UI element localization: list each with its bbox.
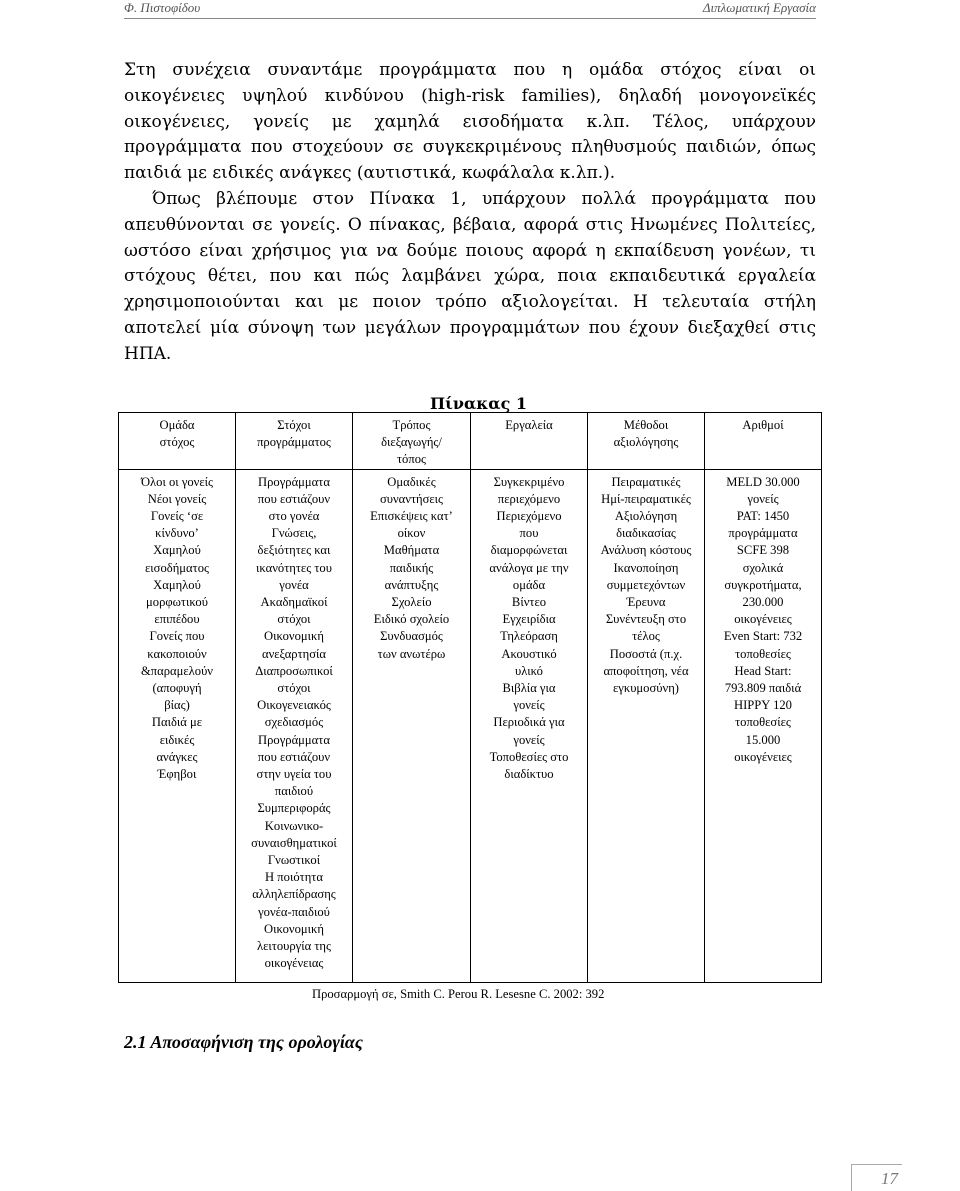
header-line: τόπος [396,452,426,467]
cell-line: τέλος [632,629,660,644]
cell-line: στην υγεία του [256,767,332,782]
cell-line: PAT: 1450 [736,509,790,524]
cell-line: που εστιάζουν [257,491,331,506]
cell-line: ανάγκες [156,749,198,764]
page-number: 17 [881,1169,898,1188]
cell-line: 230.000 [742,595,784,610]
header-line: Εργαλεία [505,418,553,432]
header-line: διεξαγωγής/ [381,435,442,450]
cell-line: Head Start: [734,663,792,678]
cell-line: κίνδυνο’ [155,526,199,541]
cell-line: σχολικά [742,560,784,575]
cell-numbers [705,469,822,982]
header-document-type: Διπλωματική Εργασία [702,0,816,15]
cell-line: κακοποιούν [147,646,207,661]
header-rule [124,18,816,19]
cell-line: ανεξαρτησία [261,646,327,661]
cell-line: ομάδα [512,577,546,592]
cell-line: γονείς [747,491,779,506]
header-program-goals [236,413,353,470]
header-line: στόχος [159,435,195,450]
cell-line: ανάλογα με την [489,560,569,575]
header-tools [471,413,588,470]
cell-line: λειτουργία της [257,939,331,954]
cell-line: Αξιολόγηση [614,509,678,524]
table-title: Πίνακας 1 [430,394,528,413]
cell-line: Τοποθεσίες στο [489,749,569,764]
cell-line: Εγχειρίδια [502,612,556,627]
cell-line: Ημί-πειραματικές [601,491,691,506]
cell-line: μορφωτικού [146,595,208,610]
cell-line: Συνέντευξη στο [605,612,687,627]
cell-line: οίκον [397,526,426,541]
cell-line: Ακαδημαϊκοί [260,595,328,610]
header-author: Φ. Πιστοφίδου [124,0,201,15]
cell-line: συναισθηματικοί [251,835,337,850]
cell-line: στόχοι [277,612,311,627]
cell-line: Μαθήματα [383,543,440,558]
cell-line: διαδίκτυο [504,767,554,782]
cell-line: υλικό [515,663,543,678]
cell-line: MELD 30.000 [726,474,800,489]
cell-line: &παραμελούν [140,663,213,678]
cell-line: βίας) [164,698,190,713]
table-source: Προσαρμογή σε, Smith C. Perou R. Lesesne C. 2002: 392 [312,987,605,1001]
cell-line: Ομαδικές [387,474,436,489]
cell-line: Έφηβοι [157,767,197,782]
cell-line: προγράμματα [728,526,798,541]
cell-line: συμμετεχόντων [606,577,686,592]
cell-line: Ειδικό σχολείο [373,612,450,627]
cell-line: Γονείς που [149,629,205,644]
cell-line: Όλοι οι γονείς [140,474,214,489]
cell-line: γονείς [513,732,545,747]
cell-line: 793.809 παιδιά [724,681,802,696]
table-header-row [119,413,822,470]
paragraph-1 [124,58,816,187]
cell-line: εγκυμοσύνη) [613,681,679,696]
cell-line: που [519,526,539,541]
cell-line: (αποφυγή [152,681,202,696]
cell-line: Χαμηλού [153,577,201,592]
cell-program-goals [236,469,353,982]
cell-line: Προγράμματα [258,732,330,747]
cell-line: εισοδήματος [145,560,209,575]
cell-target-group [119,469,236,982]
header-target-group [119,413,236,470]
header-line: Αριθμοί [742,418,784,432]
cell-line: SCFE 398 [736,543,790,558]
cell-line: δεξιότητες και [257,543,331,558]
cell-line: Συνδυασμός [380,629,443,644]
cell-line: Ακουστικό [501,646,557,661]
cell-line: τοποθεσίες [735,646,791,661]
cell-evaluation-methods [588,469,705,982]
header-line: Τρόπος [392,418,431,432]
cell-line: Κοινωνικο- [264,818,324,833]
section-heading: 2.1 Αποσαφήνιση της ορολογίας [124,1032,363,1052]
cell-line: ανάπτυξης [384,577,439,592]
paragraph-2 [124,187,816,368]
header-line: Ομάδα [159,418,195,432]
cell-line: γονείς [513,698,545,713]
paragraph-2-text: Όπως βλέπουμε στον Πίνακα 1, υπάρχουν πολλά προγράμματα που απευθύνονται σε γονείς. Ο πίνακας, βέβαια, αφορά στις Ηνωμένες Πολιτείες, ωστόσο είναι χρήσιμος για να δούμε ποιους αφορά η εκπαίδευση γονέων, τι στόχους θέτει, που και πώς λαμβάνει χώρα, ποια εκπαιδευτικά εργαλεία χρησιμοποιούνται και με ποιον τρόπο αξιολογείται. Η τελευταία στήλη αποτελεί μία σύνοψη των μεγάλων προγραμμάτων που έχουν διεξαχθεί στις ΗΠΑ. [124,189,816,364]
cell-line: Οικογενειακός [257,698,331,713]
header-delivery-method [353,413,471,470]
cell-line: HIPPY 120 [734,698,792,713]
header-evaluation-methods [588,413,705,470]
cell-line: Η ποιότητα [265,870,323,885]
header-line: Στόχοι [277,418,311,432]
cell-line: Even Start: 732 [723,629,803,644]
cell-line: 15.000 [745,732,781,747]
cell-line: αλληλεπίδρασης [252,887,336,902]
cell-line: οικογένειας [264,956,324,971]
cell-line: διαμορφώνεται [490,543,568,558]
cell-line: επιπέδου [154,612,200,627]
cell-tools [471,469,588,982]
cell-line: Συγκεκριμένο [493,474,565,489]
cell-line: Τηλεόραση [500,629,558,644]
cell-line: σχεδιασμός [264,715,324,730]
cell-line: Γονείς ‘σε [150,509,204,524]
cell-line: Περιοδικά για [493,715,565,730]
cell-line: Ανάλυση κόστους [600,543,692,558]
cell-line: περιεχόμενο [497,491,561,506]
cell-line: οικογένειες [734,749,792,764]
cell-line: παιδικής [389,560,434,575]
cell-line: Περιεχόμενο [496,509,562,524]
cell-line: συγκροτήματα, [724,577,802,592]
cell-line: Βιβλία για [502,681,556,696]
cell-line: ειδικές [159,732,195,747]
cell-line: Ικανοποίηση [613,560,679,575]
cell-line: στο γονέα [268,509,320,524]
programs-table [118,412,822,983]
cell-line: Συμπεριφοράς [257,801,331,816]
cell-line: τοποθεσίες [735,715,791,730]
header-line: Μέθοδοι [623,418,669,432]
cell-line: Προγράμματα [258,474,330,489]
cell-line: των ανωτέρω [377,646,446,661]
cell-line: που εστιάζουν [257,749,331,764]
header-numbers [705,413,822,470]
cell-line: συναντήσεις [379,491,444,506]
cell-line: γονέα [279,577,309,592]
cell-line: Σχολείο [391,595,432,610]
cell-line: Πειραματικές [611,474,681,489]
cell-line: Οικονομική [264,629,324,644]
cell-line: Επισκέψεις κατ’ [370,509,453,524]
header-line: προγράμματος [257,435,331,450]
cell-line: Βίντεο [511,595,547,610]
cell-line: διαδικασίας [616,526,676,541]
cell-delivery-method [353,469,471,982]
cell-line: Παιδιά με [151,715,203,730]
table-row [119,469,822,982]
cell-line: Ποσοστά (π.χ. [609,646,683,661]
cell-line: οικογένειες [734,612,792,627]
cell-line: Έρευνα [626,595,666,610]
cell-line: αποφοίτηση, νέα [603,663,689,678]
cell-line: Νέοι γονείς [147,491,207,506]
cell-line: γονέα-παιδιού [258,904,330,919]
cell-line: Διαπροσωπικοί [255,663,333,678]
cell-line: Γνώσεις, [271,526,317,541]
cell-line: Χαμηλού [153,543,201,558]
header-line: αξιολόγησης [613,435,679,450]
cell-line: ικανότητες του [256,560,332,575]
cell-line: παιδιού [274,784,314,799]
cell-line: Οικονομική [264,921,324,936]
paragraph-1-text: Στη συνέχεια συναντάμε προγράμματα που η ομάδα στόχος είναι οι οικογένειες υψηλού κινδύνου (high-risk families), δηλαδή μονογονεϊκές οικογένειες, γονείς με χαμηλά εισοδήματα κ.λπ. Τέλος, υπάρχουν προγράμματα που στοχεύουν σε συγκεκριμένους πληθυσμούς παιδιών, όπως παιδιά με ειδικές ανάγκες (αυτιστικά, κωφάλαλα κ.λπ.). [124,60,816,184]
cell-line: στόχοι [277,681,311,696]
cell-line: Γνωστικοί [267,853,321,868]
